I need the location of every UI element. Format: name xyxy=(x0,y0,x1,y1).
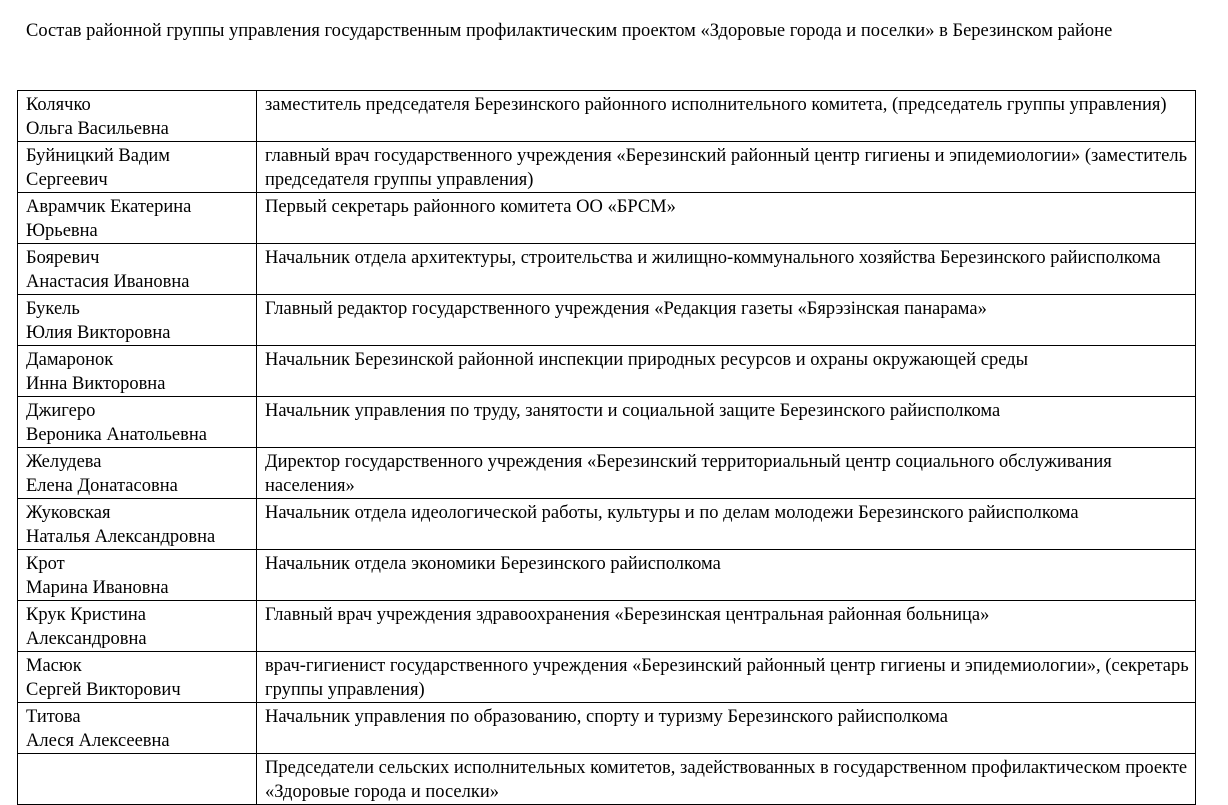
member-name-line1: Букель xyxy=(26,299,80,319)
member-name-line2: Сергей Викторович xyxy=(26,679,181,700)
table-row xyxy=(18,448,1196,499)
member-name-cell xyxy=(18,346,257,397)
member-name-cell xyxy=(18,91,257,142)
table-row xyxy=(18,499,1196,550)
document-title: Состав районной группы управления государственным профилактическим проектом «Здоровые города и поселки» в Березинском районе xyxy=(26,21,1113,41)
member-role-cell: Начальник отдела идеологической работы, культуры и по делам молодежи Березинского райисполкома xyxy=(257,499,1196,550)
member-name-cell xyxy=(18,448,257,499)
table-row xyxy=(18,601,1196,652)
member-name-cell xyxy=(18,550,257,601)
member-name-line1: Жуковская xyxy=(26,503,111,523)
member-name-line1: Аврамчик Екатерина xyxy=(26,197,192,217)
member-role-cell: Главный врач учреждения здравоохранения «Березинская центральная районная больница» xyxy=(257,601,1196,652)
member-name-line1: Крот xyxy=(26,554,65,574)
member-name-cell xyxy=(18,703,257,754)
member-role-cell: Первый секретарь районного комитета ОО «БРСМ» xyxy=(257,193,1196,244)
table-row xyxy=(18,754,1196,805)
member-name-line1: Масюк xyxy=(26,656,82,676)
member-name-line2: Юрьевна xyxy=(26,220,98,241)
table-row xyxy=(18,142,1196,193)
member-name-line2: Ольга Васильевна xyxy=(26,118,169,139)
table-row xyxy=(18,295,1196,346)
member-role-cell: Главный редактор государственного учреждения «Редакция газеты «Бярэзінская панарама» xyxy=(257,295,1196,346)
member-role-cell: Начальник управления по образованию, спорту и туризму Березинского райисполкома xyxy=(257,703,1196,754)
member-name-line1: Джигеро xyxy=(26,401,96,421)
member-name-cell xyxy=(18,652,257,703)
member-role-cell: главный врач государственного учреждения «Березинский районный центр гигиены и эпидемиологии» (заместитель председателя группы управления) xyxy=(257,142,1196,193)
table-row xyxy=(18,91,1196,142)
member-role-cell: Председатели сельских исполнительных комитетов, задействованных в государственном профилактическом проекте «Здоровые города и поселки» xyxy=(257,754,1196,805)
members-table-body xyxy=(18,91,1196,805)
member-role-cell: Начальник отдела архитектуры, строительства и жилищно-коммунального хозяйства Березинского райисполкома xyxy=(257,244,1196,295)
member-name-line2: Анастасия Ивановна xyxy=(26,271,190,292)
member-name-cell xyxy=(18,601,257,652)
table-row xyxy=(18,193,1196,244)
member-name-line2: Наталья Александровна xyxy=(26,526,216,547)
member-name-cell xyxy=(18,499,257,550)
member-name-cell xyxy=(18,295,257,346)
member-name-line1: Буйницкий Вадим xyxy=(26,146,170,166)
member-role-cell: Начальник Березинской районной инспекции природных ресурсов и охраны окружающей среды xyxy=(257,346,1196,397)
member-name-line1: Крук Кристина xyxy=(26,605,147,625)
member-name-cell xyxy=(18,193,257,244)
table-row xyxy=(18,397,1196,448)
member-role-cell: Директор государственного учреждения «Березинский территориальный центр социального обслуживания населения» xyxy=(257,448,1196,499)
member-role-cell: врач-гигиенист государственного учреждения «Березинский районный центр гигиены и эпидемиологии», (секретарь группы управления) xyxy=(257,652,1196,703)
member-name-line2: Елена Донатасовна xyxy=(26,475,178,496)
member-name-line2: Алеся Алексеевна xyxy=(26,730,170,751)
member-name-line2: Юлия Викторовна xyxy=(26,322,171,343)
member-name-line2: Сергеевич xyxy=(26,169,108,190)
member-role-cell: Начальник управления по труду, занятости и социальной защите Березинского райисполкома xyxy=(257,397,1196,448)
table-row xyxy=(18,652,1196,703)
member-name-line2: Александровна xyxy=(26,628,147,649)
member-name-line1: Дамаронок xyxy=(26,350,114,370)
member-role-cell: заместитель председателя Березинского районного исполнительного комитета, (председатель группы управления) xyxy=(257,91,1196,142)
member-name-cell xyxy=(18,244,257,295)
table-row xyxy=(18,346,1196,397)
members-table xyxy=(17,90,1196,805)
member-name-cell xyxy=(18,142,257,193)
member-name-line2: Марина Ивановна xyxy=(26,577,169,598)
member-role-cell: Начальник отдела экономики Березинского райисполкома xyxy=(257,550,1196,601)
table-row xyxy=(18,550,1196,601)
member-name-line1: Бояревич xyxy=(26,248,100,268)
member-name-line2: Инна Викторовна xyxy=(26,373,166,394)
member-name-line1: Титова xyxy=(26,707,81,727)
member-name-cell xyxy=(18,754,257,805)
table-row xyxy=(18,703,1196,754)
member-name-line1: Желудева xyxy=(26,452,102,472)
member-name-line1: Колячко xyxy=(26,95,91,115)
member-name-line2: Вероника Анатольевна xyxy=(26,424,207,445)
table-row xyxy=(18,244,1196,295)
member-name-cell xyxy=(18,397,257,448)
